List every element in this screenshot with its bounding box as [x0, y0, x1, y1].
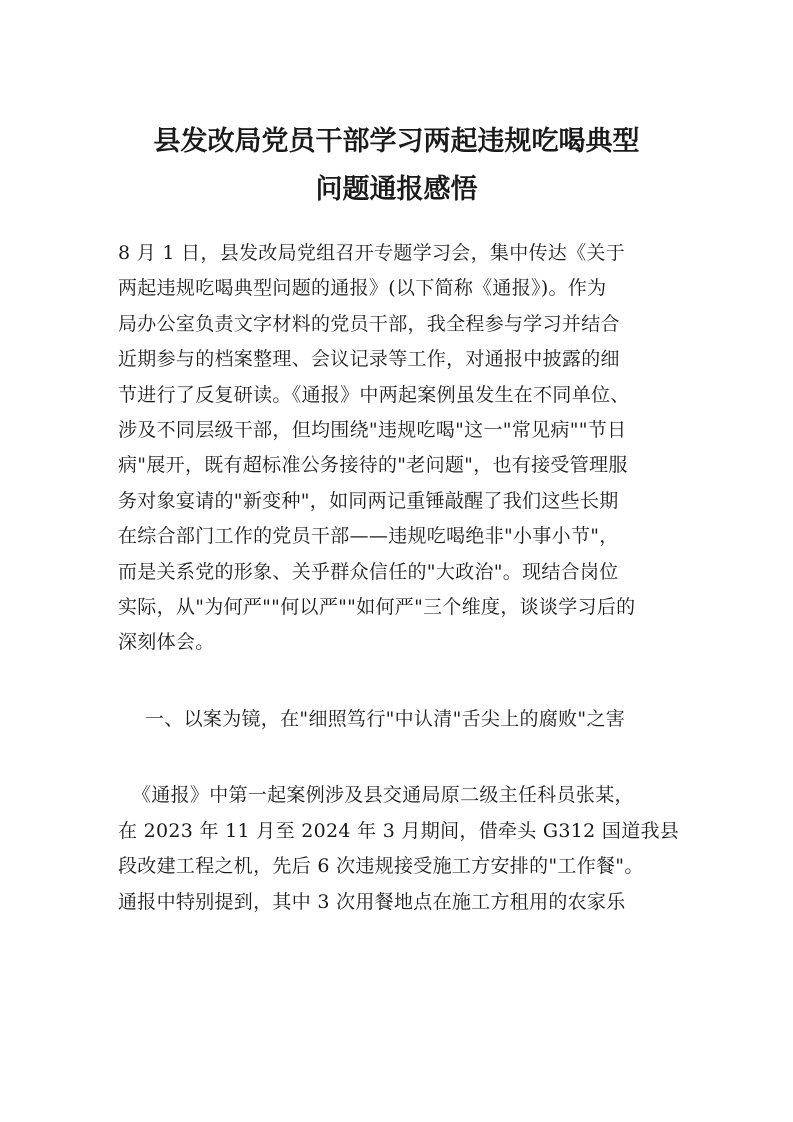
text-line: 局办公室负责文字材料的党员干部，我全程参与学习并结合: [118, 312, 620, 335]
text-line: 在 2023 年 11 月至 2024 年 3 月期间，借牵头 G312 国道我县: [118, 819, 680, 842]
title-text: [118, 118, 675, 214]
text-line: 通报中特别提到，其中 3 次用餐地点在施工方租用的农家乐: [118, 890, 626, 913]
text-line: 而是关系党的形象、关乎群众信任的"大政治"。现结合岗位: [118, 560, 619, 583]
section-heading: [118, 702, 675, 737]
text-line: 实际，从"为何严""何以严""如何严"三个维度，谈谈学习后的: [118, 596, 636, 619]
text-line: 《通报》中第一起案例涉及县交通局原二级主任科员张某，: [132, 784, 634, 807]
title-line: 县发改局党员干部学习两起违规吃喝典型: [153, 126, 640, 157]
text-line: 在综合部门工作的党员干部——违规吃喝绝非"小事小节"，: [118, 525, 619, 548]
text-line: 段改建工程之机，先后 6 次违规接受施工方安排的"工作餐"。: [118, 855, 644, 878]
text-line: 务对象宴请的"新变种"，如同两记重锤敲醒了我们这些长期: [118, 489, 619, 512]
section-heading-text: 一、以案为镜，在"细照笃行"中认清"舌尖上的腐败"之害: [145, 707, 626, 730]
case-paragraph: [118, 778, 680, 920]
document-body: [118, 236, 680, 920]
text-line: 8 月 1 日，县发改局党组召开专题学习会，集中传达《关于: [118, 242, 625, 264]
text-line: 病"展开，既有超标准公务接待的"老问题"，也有接受管理服: [118, 454, 628, 477]
title-line: 问题通报感悟: [315, 174, 478, 205]
intro-paragraph: [118, 236, 675, 661]
text-line: 节进行了反复研读。《通报》中两起案例虽发生在不同单位、: [118, 383, 630, 406]
text-line: 深刻体会。: [118, 631, 215, 654]
document-title: [118, 118, 675, 214]
text-line: 两起违规吃喝典型问题的通报》(以下简称《通报》)。作为: [118, 277, 607, 300]
text-line: 涉及不同层级干部，但均围绕"违规吃喝"这一"常见病""节日: [118, 419, 627, 442]
text-line: 近期参与的档案整理、会议记录等工作，对通报中披露的细: [118, 348, 620, 371]
